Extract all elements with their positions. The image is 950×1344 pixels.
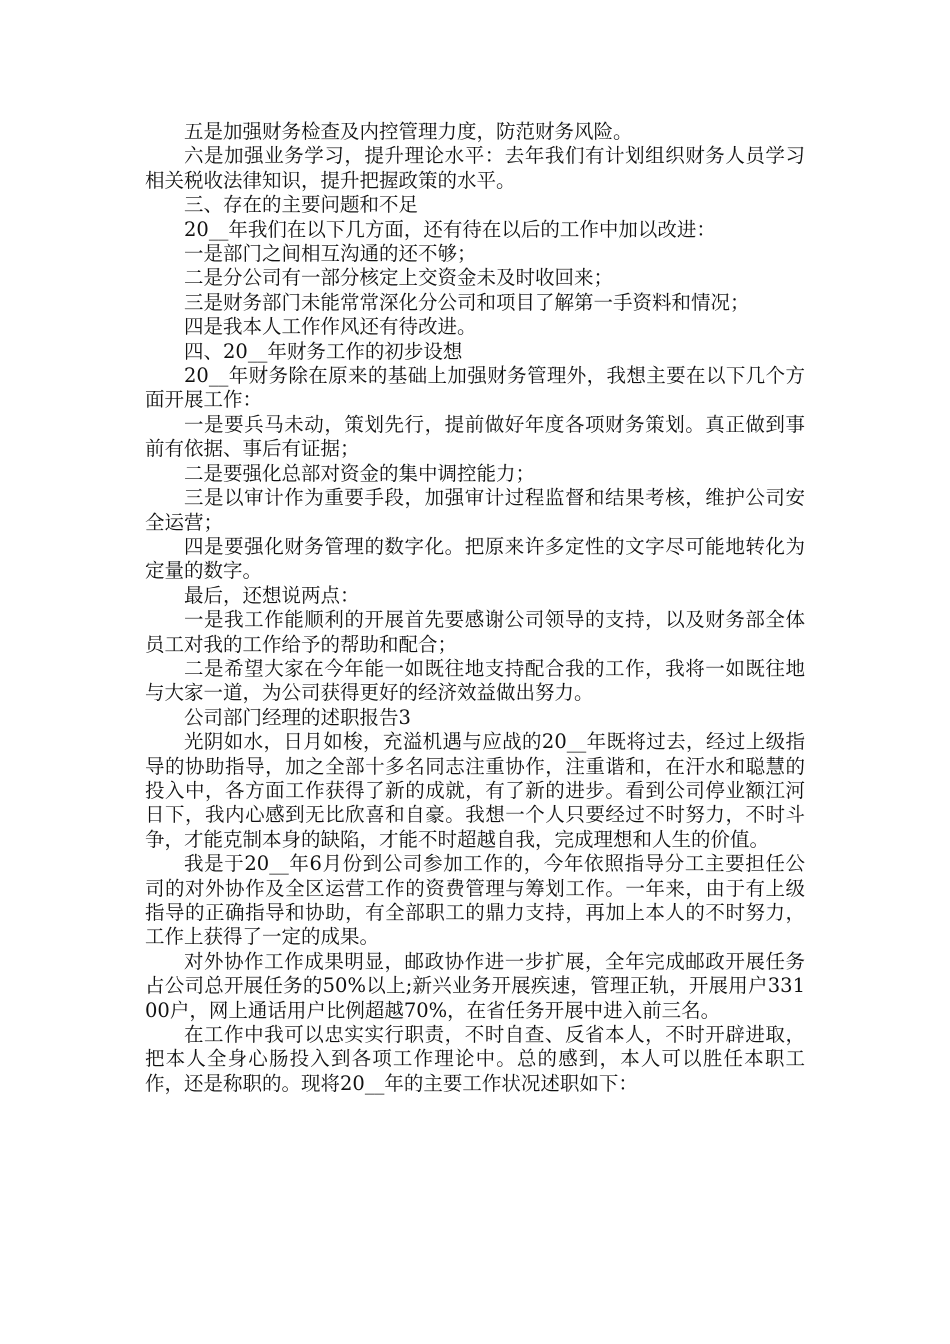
paragraph-closing-1: 一是我工作能顺利的开展首先要感谢公司领导的支持，以及财务部全体员工对我的工作给予的帮助和配合； (145, 608, 805, 656)
document-body (145, 120, 805, 1096)
report-title-3: 公司部门经理的述职报告3 (184, 705, 411, 729)
paragraph-plan-2: 二是要强化总部对资金的集中调控能力； (184, 461, 536, 485)
paragraph-plan-3: 三是以审计作为重要手段，加强审计过程监督和结果考核，维护公司安全运营； (145, 486, 805, 534)
paragraph-report3-results: 对外协作工作成果明显，邮政协作进一步扩展，全年完成邮政开展任务占公司总开展任务的50%以上;新兴业务开展疾速，管理正轨，开展用户33100户，网上通话用户比例超越70%，在省任务开展中进入前三名。 (145, 949, 805, 1022)
paragraph-plan-1: 一是要兵马未动，策划先行，提前做好年度各项财务策划。真正做到事前有依据、事后有证据； (145, 412, 805, 461)
paragraph-problem-3: 三是财务部门未能常常深化分公司和项目了解第一手资料和情况； (184, 290, 750, 314)
paragraph-finance-inspection: 五是加强财务检查及内控管理力度，防范财务风险。 (184, 120, 633, 143)
paragraph-report3-role: 我是于20__年6月份到公司参加工作的，今年依照指导分工主要担任公司的对外协作及全区运营工作的资费管理与筹划工作。一年来，由于有上级指导的正确指导和协助，有全部职工的鼎力支持，再加上本人的不时努力，工作上获得了一定的成果。 (145, 852, 805, 949)
paragraph-plan-4: 四是要强化财务管理的数字化。把原来许多定性的文字尽可能地转化为定量的数字。 (145, 534, 805, 583)
paragraph-business-study: 六是加强业务学习，提升理论水平：去年我们有计划组织财务人员学习相关税收法律知识，提升把握政策的水平。 (145, 144, 805, 192)
paragraph-problem-2: 二是分公司有一部分核定上交资金未及时收回来； (184, 266, 614, 290)
paragraph-closing-2: 二是希望大家在今年能一如既往地支持配合我的工作，我将一如既往地与大家一道，为公司获得更好的经济效益做出努力。 (145, 656, 805, 705)
paragraph-closing-intro: 最后，还想说两点： (184, 583, 360, 607)
paragraph-problem-1: 一是部门之间相互沟通的还不够； (184, 242, 477, 266)
paragraph-report3-summary: 在工作中我可以忠实实行职责，不时自查、反省本人，不时开辟进取，把本人全身心肠投入到各项工作理论中。总的感到，本人可以胜任本职工作，还是称职的。现将20__年的主要工作状况述职如下： (145, 1023, 805, 1095)
paragraph-problem-4: 四是我本人工作作风还有待改进。 (184, 315, 477, 339)
paragraph-report3-opening: 光阴如水，日月如梭，充溢机遇与应战的20__年既将过去，经过上级指导的协助指导，加之全部十多名同志注重协作，注重谐和，在汗水和聪慧的投入中，各方面工作获得了新的成就，有了新的进步。看到公司停业额江河日下，我内心感到无比欣喜和自豪。我想一个人只要经过不时努力，不时斗争，才能克制本身的缺陷，才能不时超越自我，完成理想和人生的价值。 (145, 730, 805, 851)
section-heading-problems: 三、存在的主要问题和不足 (184, 193, 419, 217)
paragraph-improvement-intro: 20__年我们在以下几方面，还有待在以后的工作中加以改进： (184, 217, 716, 241)
paragraph-plans-intro: 20__年财务除在原来的基础上加强财务管理外，我想主要在以下几个方面开展工作： (145, 364, 805, 412)
section-heading-plans: 四、20__年财务工作的初步设想 (184, 339, 463, 363)
